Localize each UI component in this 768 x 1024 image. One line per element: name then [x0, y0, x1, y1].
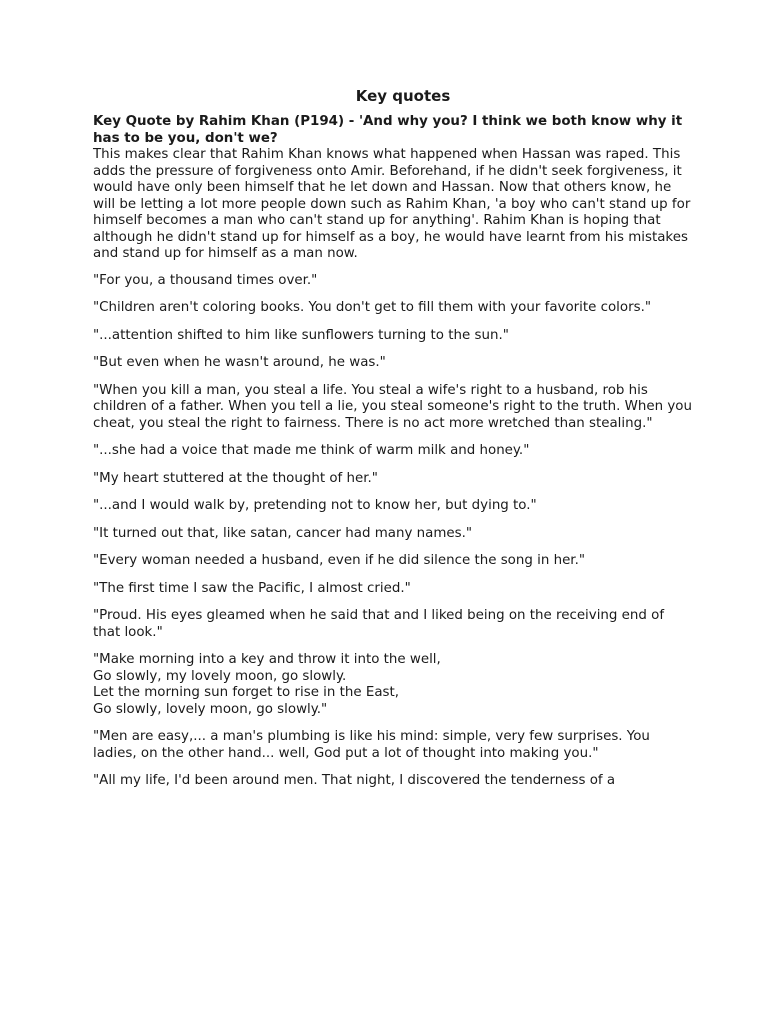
page-title: Key quotes — [355, 87, 451, 105]
quote-item: "...attention shifted to him like sunflowers turning to the sun." — [93, 327, 509, 343]
quote-item: "Proud. His eyes gleamed when he said that and I liked being on the receiving end of that look." — [93, 608, 665, 640]
quote-item: "...she had a voice that made me think of warm milk and honey." — [93, 443, 530, 458]
quote-item: "My heart stuttered at the thought of her." — [93, 470, 378, 486]
quote-item: "But even when he wasn't around, he was." — [93, 355, 386, 370]
commentary-paragraph: This makes clear that Rahim Khan knows what happened when Hassan was raped. This adds the pressure of forgiveness onto Amir. Beforehand, if he didn't seek forgiveness, it would have only been himself that he let down and Hassan. Now that others know, he will be letting a lot more people down such as Rahim Khan, 'a boy who can't stand up for himself becomes a man who can't stand up for anything'. Rahim Khan is hoping that although he didn't stand up for himself as a boy, he would have learnt from his mistakes and stand up for himself as a man now. — [93, 147, 691, 261]
quote-item: "The first time I saw the Pacific, I almost cried." — [93, 580, 411, 596]
quote-list — [93, 273, 693, 790]
quote-item: "For you, a thousand times over." — [93, 272, 318, 288]
quote-item: "Every woman needed a husband, even if he did silence the song in her." — [93, 553, 586, 568]
quote-item: "Make morning into a key and throw it into the well, Go slowly, my lovely moon, go slowly. Let the morning sun forget to rise in the East, Go slowly, lovely moon, go slowly." — [93, 652, 441, 717]
quote-item: "Men are easy,... a man's plumbing is like his mind: simple, very few surprises. You ladies, on the other hand... well, God put a lot of thought into making you." — [93, 729, 650, 761]
document-page — [93, 86, 693, 790]
quote-item: "Children aren't coloring books. You don't get to fill them with your favorite colors." — [93, 300, 651, 315]
quote-item: "All my life, I'd been around men. That night, I discovered the tenderness of a — [93, 773, 616, 788]
quote-item: "It turned out that, like satan, cancer had many names." — [93, 525, 472, 541]
quote-item: "When you kill a man, you steal a life. You steal a wife's right to a husband, rob his children of a father. When you tell a lie, you steal someone's right to the truth. When you cheat, you steal the right to fairness. There is no act more wretched than stealing." — [93, 382, 692, 431]
quote-item: "...and I would walk by, pretending not to know her, but dying to." — [93, 498, 537, 513]
key-quote-heading: Key Quote by Rahim Khan (P194) - 'And why you? I think we both know why it has to be you, don't we? — [93, 114, 683, 146]
